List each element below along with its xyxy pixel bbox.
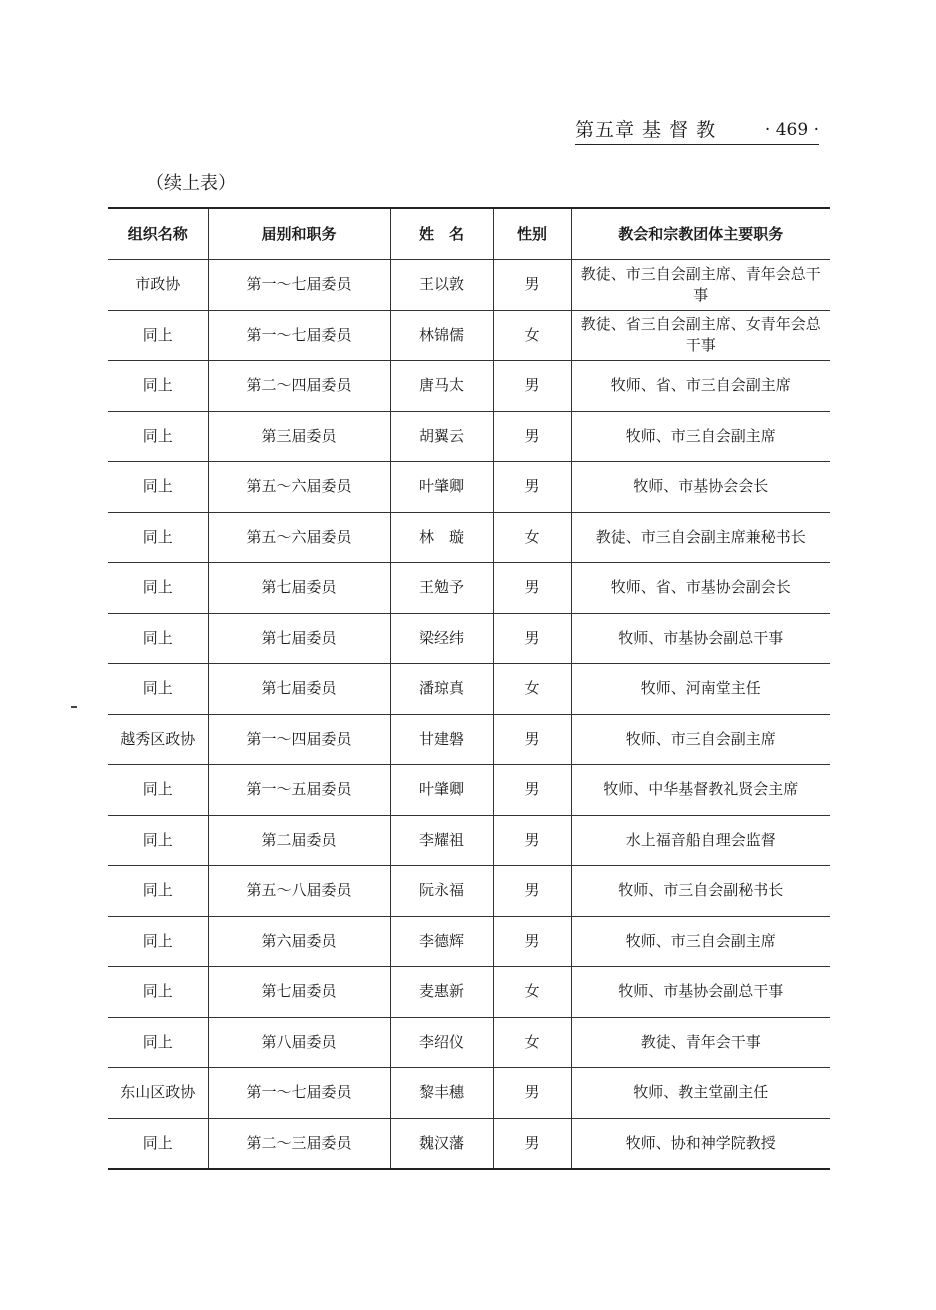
cell-name: 胡翼云	[390, 411, 493, 462]
cell-church-roles: 教徒、市三自会副主席、青年会总干事	[571, 260, 830, 311]
cell-church-roles: 水上福音船自理会监督	[571, 815, 830, 866]
cell-name: 王以敦	[390, 260, 493, 311]
cell-church-roles: 牧师、市基协会副总干事	[571, 613, 830, 664]
cell-name: 李德辉	[390, 916, 493, 967]
cell-name: 黎丰穗	[390, 1068, 493, 1119]
cell-organization: 同上	[108, 411, 208, 462]
cell-term-position: 第七届委员	[208, 967, 390, 1018]
cell-organization: 同上	[108, 512, 208, 563]
table-row	[108, 361, 830, 412]
cell-name: 叶肇卿	[390, 462, 493, 513]
column-header-gender: 性别	[493, 208, 571, 260]
cell-organization: 同上	[108, 765, 208, 816]
table-row	[108, 613, 830, 664]
cell-term-position: 第五～六届委员	[208, 462, 390, 513]
cell-church-roles: 牧师、市三自会副主席	[571, 411, 830, 462]
cell-gender: 女	[493, 664, 571, 715]
cell-church-roles: 牧师、市三自会副主席	[571, 916, 830, 967]
cell-term-position: 第一～五届委员	[208, 765, 390, 816]
cell-gender: 男	[493, 1118, 571, 1169]
table-body	[108, 260, 830, 1170]
cell-name: 林锦儒	[390, 310, 493, 361]
cell-term-position: 第一～七届委员	[208, 1068, 390, 1119]
chapter-title: 第五章 基 督 教	[575, 119, 717, 141]
cell-name: 唐马太	[390, 361, 493, 412]
cell-gender: 男	[493, 765, 571, 816]
cell-gender: 男	[493, 866, 571, 917]
cell-gender: 男	[493, 1068, 571, 1119]
table-row	[108, 765, 830, 816]
cell-church-roles: 牧师、市基协会会长	[571, 462, 830, 513]
cell-organization: 越秀区政协	[108, 714, 208, 765]
cell-name: 林 璇	[390, 512, 493, 563]
cell-organization: 东山区政协	[108, 1068, 208, 1119]
cell-name: 叶肇卿	[390, 765, 493, 816]
cell-term-position: 第一～七届委员	[208, 260, 390, 311]
cell-name: 麦惠新	[390, 967, 493, 1018]
cell-gender: 男	[493, 462, 571, 513]
cell-term-position: 第七届委员	[208, 563, 390, 614]
page-number: · 469 ·	[764, 120, 819, 140]
table-row	[108, 866, 830, 917]
cell-term-position: 第一～四届委员	[208, 714, 390, 765]
cell-name: 阮永福	[390, 866, 493, 917]
table-row	[108, 815, 830, 866]
cell-church-roles: 教徒、省三自会副主席、女青年会总干事	[571, 310, 830, 361]
table-row	[108, 462, 830, 513]
cell-church-roles: 教徒、市三自会副主席兼秘书长	[571, 512, 830, 563]
cell-name: 王勉予	[390, 563, 493, 614]
cell-organization: 市政协	[108, 260, 208, 311]
cell-gender: 男	[493, 260, 571, 311]
cell-term-position: 第一～七届委员	[208, 310, 390, 361]
cell-church-roles: 牧师、中华基督教礼贤会主席	[571, 765, 830, 816]
cell-organization: 同上	[108, 1017, 208, 1068]
cell-term-position: 第二～三届委员	[208, 1118, 390, 1169]
cell-gender: 女	[493, 310, 571, 361]
cell-church-roles: 牧师、协和神学院教授	[571, 1118, 830, 1169]
cell-organization: 同上	[108, 361, 208, 412]
cell-organization: 同上	[108, 916, 208, 967]
cell-name: 魏汉藩	[390, 1118, 493, 1169]
column-header-organization: 组织名称	[108, 208, 208, 260]
table-row	[108, 411, 830, 462]
cell-church-roles: 教徒、青年会干事	[571, 1017, 830, 1068]
cell-term-position: 第二届委员	[208, 815, 390, 866]
table-row	[108, 1118, 830, 1169]
cell-church-roles: 牧师、市三自会副秘书长	[571, 866, 830, 917]
cell-name: 甘建磐	[390, 714, 493, 765]
column-header-name: 姓 名	[390, 208, 493, 260]
table-row	[108, 512, 830, 563]
table-row	[108, 967, 830, 1018]
table-row	[108, 563, 830, 614]
cell-name: 李绍仪	[390, 1017, 493, 1068]
cell-organization: 同上	[108, 815, 208, 866]
cell-church-roles: 牧师、市三自会副主席	[571, 714, 830, 765]
cell-church-roles: 牧师、河南堂主任	[571, 664, 830, 715]
table-row	[108, 310, 830, 361]
cell-organization: 同上	[108, 967, 208, 1018]
cell-organization: 同上	[108, 664, 208, 715]
cell-term-position: 第三届委员	[208, 411, 390, 462]
cell-church-roles: 牧师、教主堂副主任	[571, 1068, 830, 1119]
cell-gender: 男	[493, 563, 571, 614]
table-row	[108, 714, 830, 765]
page-header	[575, 118, 819, 145]
cell-organization: 同上	[108, 462, 208, 513]
cell-gender: 男	[493, 613, 571, 664]
cell-gender: 女	[493, 967, 571, 1018]
cell-name: 潘琼真	[390, 664, 493, 715]
cell-name: 李耀祖	[390, 815, 493, 866]
table-row	[108, 1068, 830, 1119]
cell-gender: 男	[493, 916, 571, 967]
table-row	[108, 664, 830, 715]
table-row	[108, 260, 830, 311]
roster-table	[108, 207, 830, 1170]
table-header-row	[108, 208, 830, 260]
cell-term-position: 第六届委员	[208, 916, 390, 967]
cell-gender: 男	[493, 714, 571, 765]
table-row	[108, 1017, 830, 1068]
cell-term-position: 第八届委员	[208, 1017, 390, 1068]
cell-term-position: 第七届委员	[208, 613, 390, 664]
cell-church-roles: 牧师、省、市三自会副主席	[571, 361, 830, 412]
cell-term-position: 第七届委员	[208, 664, 390, 715]
cell-gender: 男	[493, 815, 571, 866]
cell-church-roles: 牧师、市基协会副总干事	[571, 967, 830, 1018]
table-row	[108, 916, 830, 967]
cell-term-position: 第五～六届委员	[208, 512, 390, 563]
cell-organization: 同上	[108, 310, 208, 361]
cell-organization: 同上	[108, 1118, 208, 1169]
column-header-term-position: 届别和职务	[208, 208, 390, 260]
cell-term-position: 第二～四届委员	[208, 361, 390, 412]
cell-term-position: 第五～八届委员	[208, 866, 390, 917]
scan-mark	[71, 706, 77, 708]
table-continued-caption: （续上表）	[146, 173, 236, 194]
cell-gender: 女	[493, 512, 571, 563]
cell-church-roles: 牧师、省、市基协会副会长	[571, 563, 830, 614]
column-header-church-roles: 教会和宗教团体主要职务	[571, 208, 830, 260]
cell-gender: 女	[493, 1017, 571, 1068]
cell-name: 梁经纬	[390, 613, 493, 664]
cell-organization: 同上	[108, 866, 208, 917]
cell-gender: 男	[493, 411, 571, 462]
cell-gender: 男	[493, 361, 571, 412]
cell-organization: 同上	[108, 563, 208, 614]
cell-organization: 同上	[108, 613, 208, 664]
